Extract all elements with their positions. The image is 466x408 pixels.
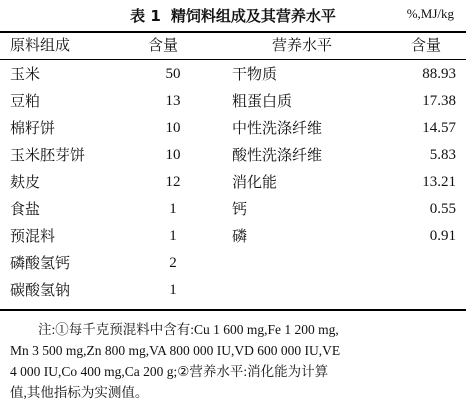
ingredient-value: 1 — [169, 201, 177, 217]
nutrient-value: 5.83 — [429, 147, 456, 163]
footnote-line: 4 000 IU,Co 400 mg,Ca 200 g;②营养水平:消化能为计算 — [10, 364, 329, 379]
ingredient-name: 玉米胚芽饼 — [10, 146, 86, 164]
ingredient-value: 12 — [165, 174, 181, 190]
nutrient-name: 干物质 — [232, 65, 278, 83]
ingredient-value: 2 — [169, 255, 177, 271]
top-rule — [0, 31, 466, 33]
ingredient-name: 磷酸氢钙 — [10, 254, 71, 272]
ingredient-value: 13 — [165, 93, 181, 109]
ingredient-value: 10 — [165, 120, 181, 136]
nutrient-name: 酸性洗涤纤维 — [232, 146, 323, 164]
nutrient-name: 粗蛋白质 — [232, 92, 293, 110]
ingredient-name: 玉米 — [10, 65, 41, 83]
ingredient-name: 豆粕 — [10, 92, 41, 110]
table-title — [0, 5, 466, 26]
header-ingredient: 原料组成 — [10, 36, 71, 54]
ingredient-value: 50 — [165, 66, 181, 82]
ingredient-value: 1 — [169, 228, 177, 244]
nutrient-value: 0.55 — [429, 201, 456, 217]
nutrient-value: 14.57 — [422, 120, 456, 136]
nutrient-name: 消化能 — [232, 173, 278, 191]
nutrient-value: 17.38 — [422, 93, 456, 109]
header-content-left: 含量 — [148, 36, 179, 54]
nutrient-name: 磷 — [232, 227, 248, 245]
header-content-right: 含量 — [411, 36, 442, 54]
ingredient-value: 1 — [169, 282, 177, 298]
bottom-rule — [0, 309, 466, 311]
table-caption — [0, 0, 466, 30]
ingredient-name: 碳酸氢钠 — [10, 281, 71, 299]
footnote-line: Mn 3 500 mg,Zn 800 mg,VA 800 000 IU,VD 600 000 IU,VE — [10, 343, 341, 358]
nutrient-name: 钙 — [232, 200, 248, 218]
nutrient-value: 0.91 — [429, 228, 456, 244]
nutrient-value: 13.21 — [422, 174, 456, 190]
ingredient-name: 预混料 — [10, 227, 56, 245]
table-number: 表 1 — [130, 7, 161, 25]
ingredient-name: 麸皮 — [10, 173, 41, 191]
ingredient-name: 食盐 — [10, 200, 41, 218]
ingredient-value: 10 — [165, 147, 181, 163]
table-unit: %,MJ/kg — [406, 6, 454, 21]
header-nutrient: 营养水平 — [272, 36, 333, 54]
table-footnote — [10, 319, 456, 403]
footnote-line: 值,其他指标为实测值。 — [10, 385, 149, 400]
nutrient-name: 中性洗涤纤维 — [232, 119, 323, 137]
footnote-line: 注:①每千克预混料中含有:Cu 1 600 mg,Fe 1 200 mg, — [38, 322, 339, 337]
nutrient-value: 88.93 — [422, 66, 456, 82]
header-rule — [0, 59, 466, 60]
table-title-text: 精饲料组成及其营养水平 — [170, 7, 336, 25]
ingredient-name: 棉籽饼 — [10, 119, 56, 137]
